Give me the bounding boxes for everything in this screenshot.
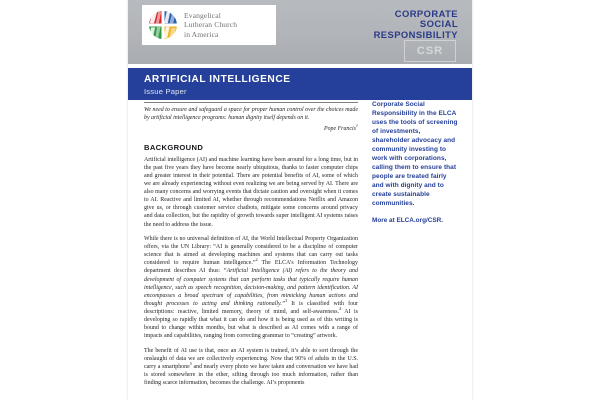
publisher-name-line-1: Evangelical: [184, 11, 221, 21]
masthead-band: [128, 0, 472, 64]
publisher-name: [184, 11, 237, 39]
publisher-name-line-3: in America: [184, 29, 219, 39]
program-wordmark-line-3: RESPONSIBILITY: [373, 28, 458, 40]
pull-quote-text: We need to ensure and safeguard a space for proper human control over the choices made by artificial intelligence programs: human dignity itself depends on it.: [144, 107, 358, 121]
program-wordmark-line-1: CORPORATE: [394, 8, 458, 19]
body-paragraph: Artificial intelligence (AI) and machine learning have been around for a long time, but in the past five years they have become nearly ubiquitous, thanks to faster computer chips and greater interest in their potential. There are potential benefits of AI, some of which we are already experiencing without even realizing we are being served by AI. There are also many concerns and worrying events that dictate caution and oversight when it comes to AI. Reactive and limited AI, whether through recommendations Netflix and Amazon give us, or through customer service chatbots, mitigate some concerns around privacy and data collection, but the rapidity of growth towards super intelligent AI systems raises the need to address the issue.: [144, 156, 358, 228]
elca-cross-circle-logo-icon: [148, 10, 178, 40]
section-heading: BACKGROUND: [144, 142, 204, 152]
sidebar-body-text: Corporate Social Responsibility in the ELCA uses the tools of screening of investments, shareholder advocacy and community investing to work with corporations, calling them to ensure that people are treated fairly and with dignity and to create sustainable communities.: [372, 101, 458, 207]
horizontal-rule: [144, 102, 358, 103]
publisher-logo: [142, 5, 276, 45]
document-page: [128, 0, 472, 400]
program-wordmark-line-2: SOCIAL: [419, 18, 458, 30]
program-wordmark: [374, 9, 458, 40]
pull-quote-attribution: [144, 122, 358, 134]
pull-quote-attribution-name: Pope Francis: [324, 126, 356, 133]
sidebar-column: [372, 100, 458, 225]
title-band: [128, 68, 472, 100]
pull-quote-footnote-marker: 1: [355, 123, 358, 129]
publisher-name-line-2: Lutheran Church: [184, 20, 238, 30]
csr-watermark-badge: CSR: [404, 40, 456, 62]
body-paragraph: The benefit of AI use is that, once an AI system is trained, it’s able to sort through the onslaught of data we are collectively experiencing. Now that 90% of adults in the U.S. carry a smartphone$^5$ and nearly every photo we have taken and conversation we have had is stored somewhere in the ether, sifting through too much information, rather than finding scarce information, becomes the challenge. AI’s proponents: [144, 347, 358, 387]
sidebar-more-link[interactable]: More at ELCA.org/CSR.: [372, 217, 444, 224]
page-subtitle: Issue Paper: [144, 87, 187, 96]
main-column: [144, 100, 358, 394]
body-paragraph: While there is no universal definition of AI, the World Intellectual Property Organization offers, via the UN Library: “AI is generally considered to be a discipline of computer science that is aimed at developing machines and systems that can carry out tasks considered to require human intelligence.”$^2$ The ELCA’s Information Technology department describes AI thus: “Artificial Intelligence (AI) refers to the theory and development of computer systems that can perform tasks that typically require human intelligence, such as speech recognition, decision-making, and pattern identification. AI encompasses a broad spectrum of capabilities, from mimicking human actions and thought processes to acting and thinking rationally.”$^3$ It is classified with four descriptions: reactive, limited memory, theory of mind, and self-awareness.$^4$ AI is developing so rapidly that what it can do and how it is being used as of this writing is bound to change within months, but what is described as AI comes with a range of impacts and capabilities, ranging from correcting grammar to “creating” artwork.: [144, 236, 358, 340]
document-body: [128, 100, 472, 400]
page-title: ARTIFICIAL INTELLIGENCE: [144, 74, 291, 85]
